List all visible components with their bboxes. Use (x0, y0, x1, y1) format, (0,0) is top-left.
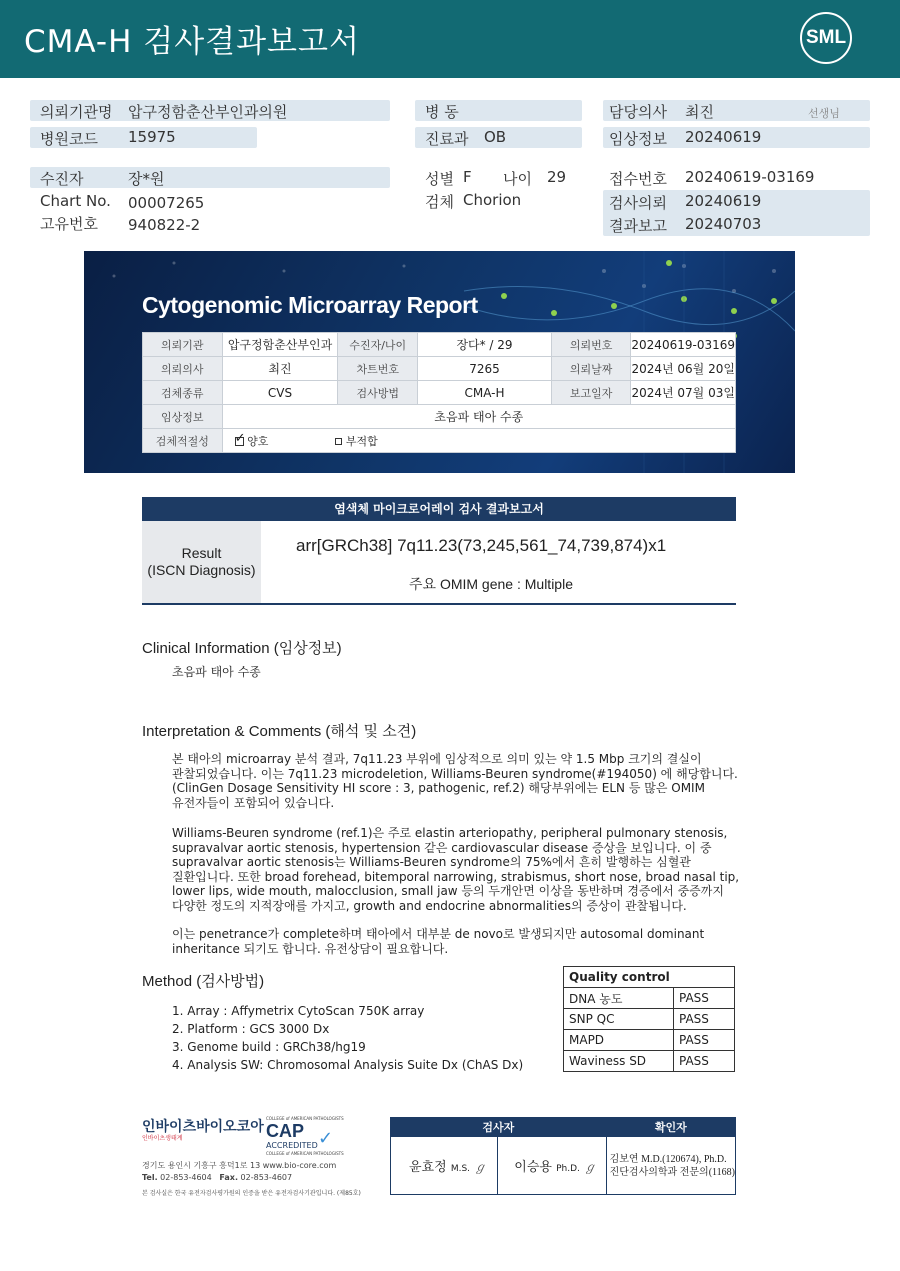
hospital-label: 의뢰기관명 (40, 103, 113, 121)
cell-value: 7265 (418, 357, 552, 381)
banner-title: Cytogenomic Microarray Report (142, 292, 478, 318)
doctor-label: 담당의사 (609, 103, 667, 121)
cap-bottom: COLLEGE of AMERICAN PATHOLOGISTS (266, 1151, 344, 1156)
tester-1-name: 윤효정 (409, 1160, 447, 1175)
tester-2-degree: Ph.D. (556, 1164, 580, 1174)
fax-label: Fax. (219, 1173, 238, 1182)
confirm-header: 확인자 (606, 1118, 735, 1137)
patient-bar (30, 167, 390, 188)
cell-value: CVS (222, 381, 338, 405)
cell-value: 장다* / 29 (418, 333, 552, 357)
tester-header: 검사자 (391, 1118, 607, 1137)
cell-value: 초음파 태아 수종 (222, 405, 735, 429)
check-icon: ✓ (318, 1128, 334, 1149)
specimen-value: Chorion (463, 191, 522, 209)
result-label (142, 521, 261, 603)
table-row (564, 1030, 735, 1051)
cell-label: 수진자/나이 (338, 333, 418, 357)
cell-label: 의뢰번호 (551, 333, 630, 357)
interp-para-1 (172, 752, 738, 810)
doctor-value: 최진 (685, 103, 714, 121)
method-list (172, 1002, 523, 1074)
patient-label: 수진자 (40, 170, 84, 188)
text-line: Williams-Beuren syndrome (ref.1)은 주로 elastin arteriopathy, peripheral pulmonary stenosis, (172, 826, 728, 840)
address: 경기도 용인시 기흥구 흥덕1로 13 www.bio-core.com (142, 1161, 337, 1170)
text-line: lower lips, wide mouth, malocclusion, small jaw 등의 두개안면 이상을 동반하며 경증에서 중증까지 (172, 884, 724, 898)
dept-label: 진료과 (425, 130, 469, 148)
text-line: inheritance 되기도 합니다. 유전상담이 필요합니다. (172, 941, 449, 956)
cap-accredited: ACCREDITED (266, 1141, 318, 1150)
text-line: 유전자들이 포함되어 있습니다. (172, 795, 335, 810)
text-line: 본 태아의 microarray 분석 결과, 7q11.23 부위에 임상적으로 의미 있는 약 1.5 Mbp 크기의 결실이 (172, 752, 702, 766)
request-value: 20240619 (685, 192, 762, 210)
text-line: supravalvar aortic stenosis, hypertension 같은 cardiovascular disease 증상을 보입니다. 이 중 (172, 840, 712, 855)
company-name: 인바이츠바이오코아 (142, 1119, 264, 1135)
page-title: CMA-H 검사결과보고서 (24, 24, 360, 60)
cell-value: 2024년 06월 20일 (631, 357, 736, 381)
qc-item: MAPD (564, 1030, 674, 1051)
list-item: 3. Genome build : GRCh38/hg19 (172, 1040, 366, 1054)
text-line: 다양한 정도의 지적장애를 가지고, growth and endocrine abnormalities의 증상이 관찰됩니다. (172, 898, 687, 913)
cell-label: 차트번호 (338, 357, 418, 381)
omim-gene: 주요 OMIM gene : Multiple (409, 576, 573, 592)
tester-1 (391, 1137, 498, 1195)
text-line: 이는 penetrance가 complete하며 태아에서 대부분 de novo로 발생되지만 autosomal dominant (172, 927, 705, 941)
inadequate-label: 부적합 (345, 434, 378, 448)
clinical-label: 임상정보 (609, 130, 667, 148)
report-label: 결과보고 (609, 217, 667, 235)
signature-icon: ℊ (584, 1160, 597, 1174)
qc-status: PASS (674, 1009, 735, 1030)
patient-value: 장*원 (128, 170, 165, 188)
cell-value: 압구정함춘산부인과 (222, 333, 338, 357)
age-value: 29 (547, 168, 567, 186)
iscn-result: arr[GRCh38] 7q11.23(73,245,561_74,739,874)x1 (296, 536, 667, 555)
cell-label: 검사방법 (338, 381, 418, 405)
code-label: 병원코드 (40, 130, 98, 148)
quality-control-table (563, 966, 735, 1072)
table-row (564, 988, 735, 1009)
tester-2-name: 이승용 (514, 1160, 552, 1175)
code-value: 15975 (128, 128, 176, 146)
text-line: 질환입니다. 또한 broad forehead, bitemporal narrowing, strabismus, short nose, broad nasal tip, (172, 869, 740, 884)
cell-label: 의뢰의사 (143, 357, 223, 381)
uid-value: 940822-2 (128, 216, 201, 234)
result-label-1: Result (181, 545, 222, 561)
qc-item: Waviness SD (564, 1051, 674, 1072)
hospital-value: 압구정함춘산부인과의원 (128, 103, 288, 121)
adequate-label: 양호 (247, 434, 269, 448)
age-label: 나이 (503, 170, 532, 188)
tester-1-degree: M.S. (450, 1164, 471, 1174)
sex-value: F (463, 168, 472, 186)
company-sub: 인바이츠생태계 (142, 1135, 183, 1142)
cap-top: COLLEGE of AMERICAN PATHOLOGISTS (266, 1116, 344, 1121)
cell-label: 검체종류 (143, 381, 223, 405)
confirmer-name: 김보연 M.D.(120674), Ph.D. (609, 1153, 727, 1165)
ward-label: 병 동 (425, 103, 459, 121)
sex-label: 성별 (425, 170, 454, 188)
specimen-label: 검체 (425, 193, 454, 211)
chart-value: 00007265 (128, 194, 205, 212)
qc-status: PASS (674, 1051, 735, 1072)
signature-table (390, 1117, 736, 1195)
doctor-suffix: 선생님 (808, 107, 840, 120)
result-label-2: (ISCN Diagnosis) (147, 562, 256, 578)
cell-label: 검체적절성 (143, 429, 223, 453)
cap-logo: CAP (266, 1121, 305, 1141)
contact (142, 1173, 292, 1182)
qc-item: SNP QC (564, 1009, 674, 1030)
chart-label: Chart No. (40, 192, 111, 210)
tel-label: Tel. (142, 1173, 158, 1182)
request-label: 검사의뢰 (609, 194, 667, 212)
list-item: 4. Analysis SW: Chromosomal Analysis Suite Dx (ChAS Dx) (172, 1058, 524, 1072)
result-header: 염색체 마이크로어레이 검사 결과보고서 (142, 497, 736, 521)
receipt-label: 접수번호 (609, 170, 667, 188)
method-title: Method (검사방법) (142, 973, 265, 990)
list-item: 2. Platform : GCS 3000 Dx (172, 1022, 330, 1036)
cell-value: 2024년 07월 03일 (631, 381, 736, 405)
uid-label: 고유번호 (40, 215, 98, 233)
sml-logo: SML (800, 12, 852, 64)
cell-label: 의뢰기관 (143, 333, 223, 357)
confirmer (606, 1137, 735, 1195)
cert-note: 본 검사실은 한국 유전자검사평가원의 인증을 받은 유전자검사기관입니다. (제85호) (142, 1190, 361, 1197)
cell-value: CMA-H (418, 381, 552, 405)
clinical-value: 20240619 (685, 128, 762, 146)
cell-value: 20240619-03169 (631, 333, 736, 357)
confirmer-title: 진단검사의학과 전문의(1168) (609, 1166, 735, 1178)
signature-icon: ℊ (474, 1160, 487, 1174)
cell-label: 의뢰날짜 (551, 357, 630, 381)
empty-box-icon (335, 438, 342, 445)
qc-title: Quality control (564, 967, 735, 988)
cell-value: 최진 (222, 357, 338, 381)
tester-2 (498, 1137, 606, 1195)
receipt-value: 20240619-03169 (685, 168, 815, 186)
cell-label: 임상정보 (143, 405, 223, 429)
report-value: 20240703 (685, 215, 762, 233)
table-row (564, 1009, 735, 1030)
list-item: 1. Array : Affymetrix CytoScan 750K array (172, 1004, 425, 1018)
qc-status: PASS (674, 1030, 735, 1051)
qc-item: DNA 농도 (564, 988, 674, 1009)
interp-para-3 (172, 927, 704, 956)
adequacy-cell (222, 429, 735, 453)
fax-value: 02-853-4607 (240, 1173, 293, 1182)
tel-value: 02-853-4604 (160, 1173, 212, 1182)
cell-label: 보고일자 (551, 381, 630, 405)
banner-info-table (142, 332, 736, 453)
text-line: supravalvar aortic stenosis는 Williams-Beuren syndrome의 75%에서 흔히 발행하는 심혈관 (172, 855, 691, 869)
text-line: 관찰되었습니다. 이는 7q11.23 microdeletion, Williams-Beuren syndrome(#194050) 에 해당합니다. (172, 766, 738, 781)
interp-para-2 (172, 826, 739, 913)
qc-status: PASS (674, 988, 735, 1009)
text-line: (ClinGen Dosage Sensitivity HI score : 3, pathogenic, ref.2) 해당부위에는 ELN 등 많은 OMIM (172, 781, 705, 795)
dept-value: OB (484, 128, 507, 146)
interp-title: Interpretation & Comments (해석 및 소견) (142, 723, 417, 740)
table-row (564, 1051, 735, 1072)
checked-box-icon: ✓ (234, 431, 246, 446)
clinical-text: 초음파 태아 수종 (172, 665, 261, 679)
clinical-title: Clinical Information (임상정보) (142, 640, 342, 657)
